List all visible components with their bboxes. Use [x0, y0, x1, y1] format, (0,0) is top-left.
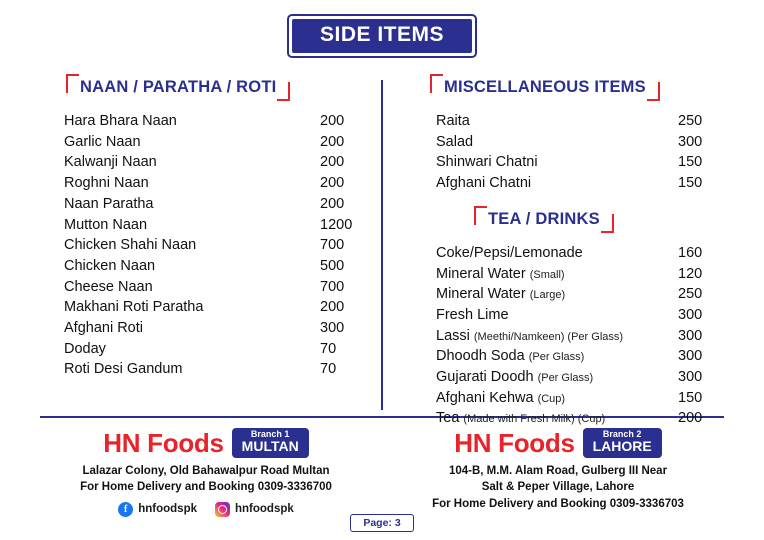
menu-item-qualifier: (Per Glass) [528, 351, 585, 364]
menu-item-price: 700 [320, 237, 345, 254]
menu-item-row [430, 284, 724, 305]
footer [0, 418, 764, 517]
menu-item-qualifier: (Per Glass) [537, 371, 594, 384]
address-right [382, 463, 734, 513]
menu-item-qualifier: (Cup) [537, 392, 566, 405]
menu-item-row [40, 277, 372, 298]
menu-item-qualifier: (Made with Fresh Milk) (Cup) [463, 413, 606, 426]
menu-item-name: Fresh Lime [436, 306, 509, 323]
menu-item-name: Gujarati Doodh (Per Glass) [436, 368, 594, 385]
address-right-line3: For Home Delivery and Booking 0309-3336703 [432, 497, 684, 510]
menu-item-name: Kalwanji Naan [64, 154, 157, 171]
menu-item-name: Garlic Naan [64, 133, 141, 150]
menu-item-price: 200 [320, 154, 345, 171]
instagram-handle: hnfoodspk [235, 503, 294, 516]
menu-item-price: 250 [678, 113, 703, 130]
menu-item-price: 200 [320, 299, 345, 316]
menu-item-row [430, 152, 724, 173]
menu-item-name: Naan Paratha [64, 195, 154, 212]
menu-item-name: Chicken Shahi Naan [64, 237, 197, 254]
menu-item-name: Mineral Water (Large) [436, 286, 566, 303]
brandline-left [30, 428, 382, 459]
menu-item-row [40, 111, 372, 132]
menu-item-row [40, 173, 372, 194]
facebook-icon: f [118, 502, 133, 517]
menu-item-name: Roti Desi Gandum [64, 361, 183, 378]
menu-item-name: Mutton Naan [64, 216, 148, 233]
menu-item-name: Roghni Naan [64, 175, 149, 192]
menu-item-price: 200 [320, 113, 345, 130]
menu-item-row [40, 152, 372, 173]
menu-item-price: 200 [320, 195, 345, 212]
menu-item-row [430, 263, 724, 284]
menu-item-row [40, 339, 372, 360]
menu-item-row [430, 346, 724, 367]
menu-item-row [40, 297, 372, 318]
branch-city-right: LAHORE [592, 438, 652, 455]
menu-item-name: Salad [436, 133, 474, 150]
address-left [30, 463, 382, 496]
menu-item-price: 150 [678, 175, 703, 192]
menu-item-price: 300 [678, 368, 703, 385]
menu-item-price: 1200 [320, 216, 353, 233]
menu-item-price: 200 [320, 133, 345, 150]
menu-item-price: 300 [320, 319, 345, 336]
tea-item-list [430, 243, 724, 429]
section-heading-naan: NAAN / PARATHA / ROTI [66, 74, 290, 101]
menu-item-price: 700 [320, 278, 345, 295]
menu-item-qualifier: (Small) [529, 268, 565, 281]
menu-item-row [430, 243, 724, 264]
menu-item-name: Coke/Pepsi/Lemonade [436, 244, 583, 261]
miscellaneous-item-list [430, 111, 724, 194]
menu-item-row [430, 367, 724, 388]
brand-name-right: HN Foods [454, 427, 575, 458]
left-column [40, 74, 382, 410]
menu-item-row [40, 359, 372, 380]
menu-item-name: Afghani Chatni [436, 175, 532, 192]
menu-columns [0, 74, 764, 427]
menu-item-price: 120 [678, 265, 703, 282]
menu-item-name: Shinwari Chatni [436, 154, 538, 171]
menu-item-row [40, 214, 372, 235]
menu-item-name: Hara Bhara Naan [64, 113, 177, 130]
menu-item-price: 250 [678, 286, 703, 303]
menu-item-name: Tea (Made with Fresh Milk) (Cup) [436, 410, 606, 427]
menu-item-name: Afghani Roti [64, 319, 143, 336]
page-number-wrap [0, 514, 764, 532]
branch-label-right: Branch 2 [602, 428, 642, 439]
naan-item-list [40, 111, 372, 380]
menu-item-row [430, 132, 724, 153]
brandline-right [382, 428, 734, 459]
footer-branch-1 [30, 428, 382, 517]
address-left-line2: For Home Delivery and Booking 0309-3336700 [80, 481, 332, 494]
menu-item-row [430, 388, 724, 409]
right-column [382, 74, 724, 427]
menu-item-price: 300 [678, 327, 703, 344]
facebook-handle: hnfoodspk [138, 503, 197, 516]
column-divider [381, 80, 383, 410]
section-heading-miscellaneous: MISCELLANEOUS ITEMS [430, 74, 660, 101]
menu-item-name: Chicken Naan [64, 257, 156, 274]
menu-item-name: Lassi (Meethi/Namkeen) (Per Glass) [436, 327, 624, 344]
title-banner-frame [287, 14, 477, 58]
address-right-line1: 104-B, M.M. Alam Road, Gulberg III Near [448, 464, 668, 477]
branch-city-left: MULTAN [241, 438, 299, 455]
menu-item-row [40, 132, 372, 153]
menu-item-price: 500 [320, 257, 345, 274]
menu-item-row [40, 194, 372, 215]
menu-item-row [430, 173, 724, 194]
branch-badge-left [232, 428, 309, 458]
menu-item-name: Cheese Naan [64, 278, 153, 295]
menu-item-price: 160 [678, 244, 703, 261]
menu-item-row [40, 235, 372, 256]
menu-item-qualifier: (Meethi/Namkeen) (Per Glass) [473, 330, 624, 343]
menu-item-price: 150 [678, 154, 703, 171]
footer-branch-2 [382, 428, 734, 517]
page-header [0, 0, 764, 58]
menu-item-price: 300 [678, 133, 703, 150]
menu-item-price: 200 [320, 175, 345, 192]
branch-label-left: Branch 1 [250, 428, 290, 439]
menu-item-row [40, 318, 372, 339]
menu-item-name: Makhani Roti Paratha [64, 299, 204, 316]
menu-item-price: 300 [678, 348, 703, 365]
menu-item-price: 150 [678, 389, 703, 406]
menu-item-price: 70 [320, 340, 337, 357]
page-title: SIDE ITEMS [292, 19, 472, 53]
address-left-line1: Lalazar Colony, Old Bahawalpur Road Multan [82, 464, 330, 477]
menu-item-row [430, 305, 724, 326]
branch-badge-right [583, 428, 662, 458]
menu-item-price: 70 [320, 361, 337, 378]
address-right-line2: Salt & Peper Village, Lahore [481, 481, 635, 494]
menu-item-row [430, 111, 724, 132]
menu-item-row [40, 256, 372, 277]
menu-item-name: Doday [64, 340, 106, 357]
menu-item-name: Raita [436, 113, 470, 130]
section-heading-tea: TEA / DRINKS [474, 206, 614, 233]
menu-item-price: 200 [678, 410, 703, 427]
brand-name-left: HN Foods [103, 427, 224, 458]
page-number: Page: 3 [350, 514, 413, 532]
menu-item-name: Afghani Kehwa (Cup) [436, 389, 566, 406]
menu-item-name: Dhoodh Soda (Per Glass) [436, 348, 585, 365]
menu-item-row [430, 326, 724, 347]
menu-item-price: 300 [678, 306, 703, 323]
menu-item-qualifier: (Large) [529, 289, 566, 302]
menu-item-name: Mineral Water (Small) [436, 265, 565, 282]
